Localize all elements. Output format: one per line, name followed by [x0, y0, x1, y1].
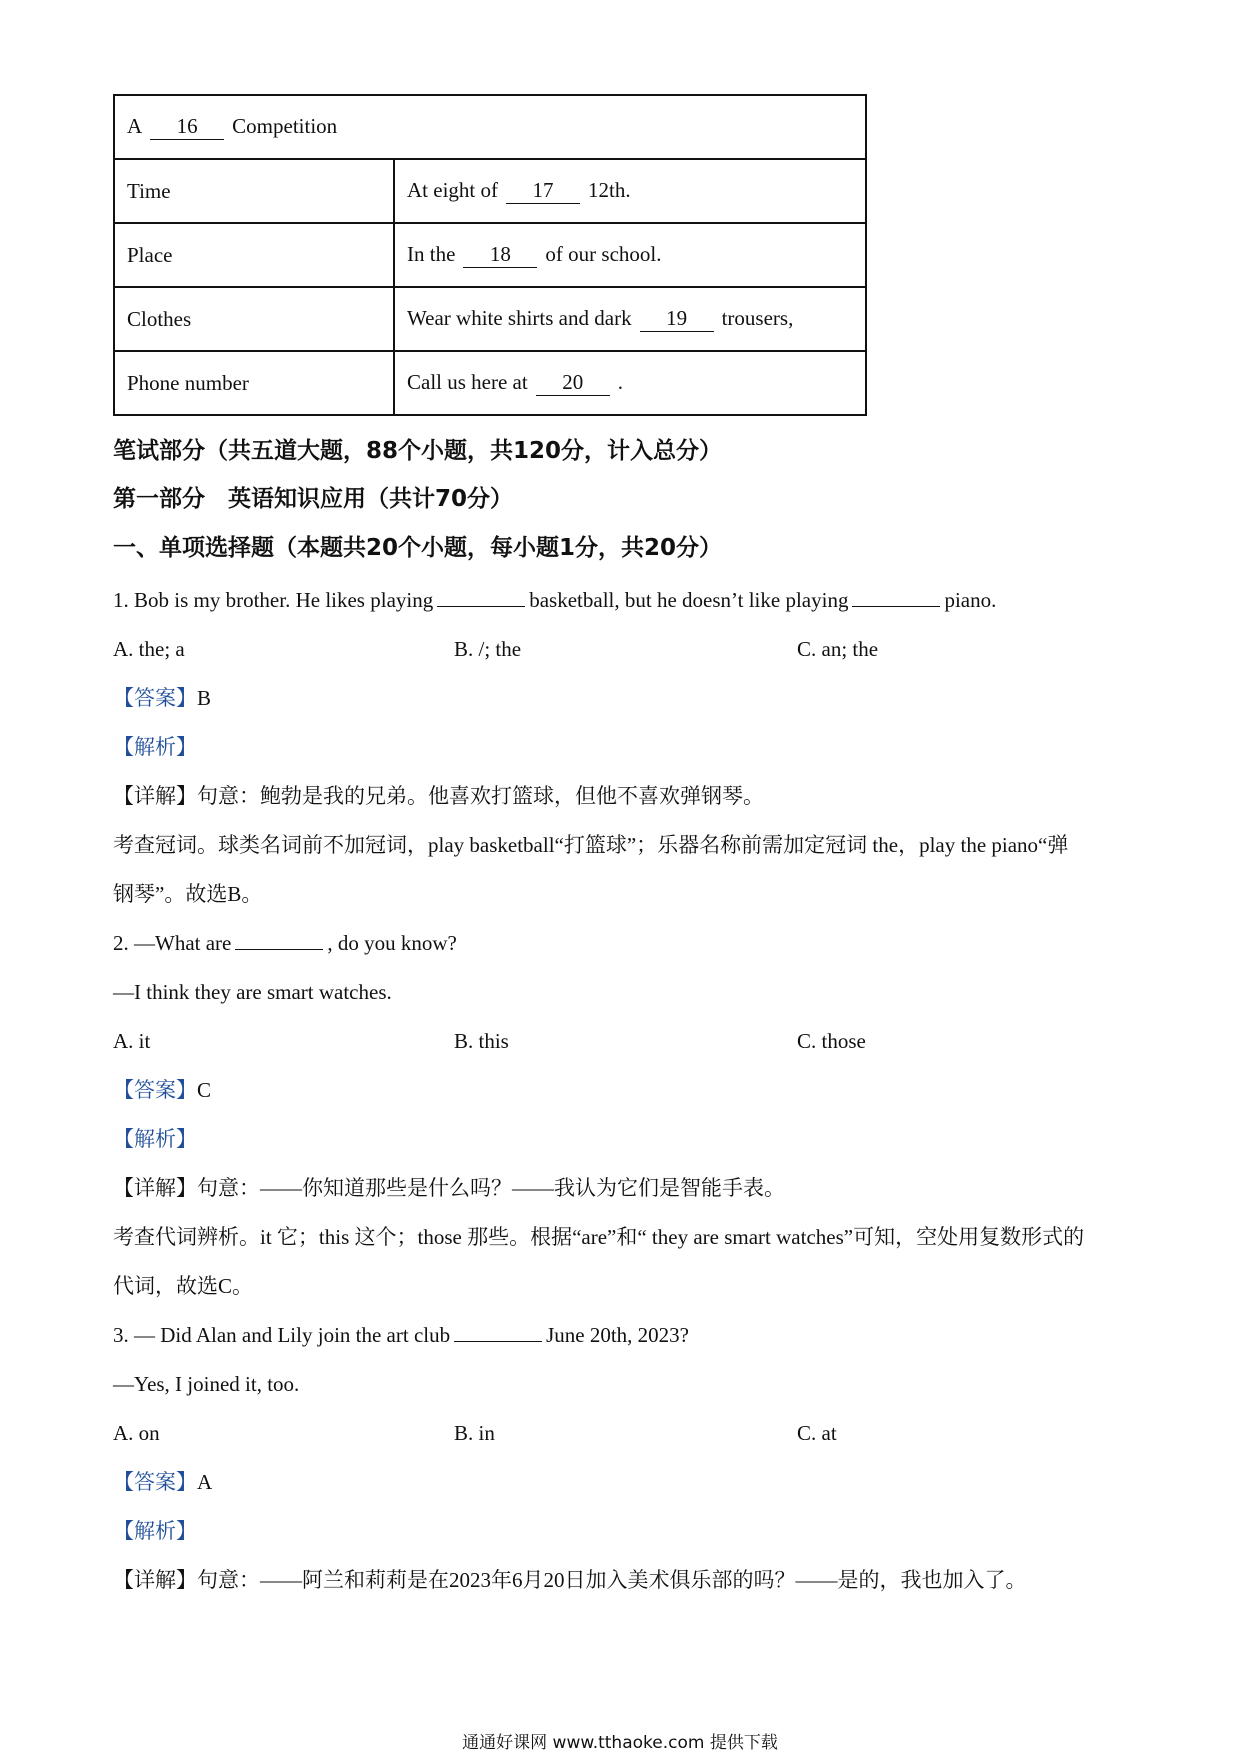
question-2-dialog-reply: —I think they are smart watches. [113, 980, 392, 1004]
table-title-prefix: A [127, 114, 143, 139]
question-2-explain-line-2: 代词，故选C。 [113, 1274, 254, 1298]
answer-tag: 【答案】 [113, 1470, 197, 1494]
row-value-phone [394, 351, 866, 415]
question-2-option-a: A. it [113, 1029, 151, 1053]
answer-value: B [197, 686, 212, 710]
question-3-dialog-reply: —Yes, I joined it, too. [113, 1372, 300, 1396]
row-label-time: Time [114, 159, 394, 223]
detail-tag: 【详解】 [113, 1568, 197, 1592]
question-1-option-c: C. an; the [797, 637, 879, 661]
row-label-place: Place [114, 223, 394, 287]
table-row [114, 159, 866, 223]
answer-blank [235, 931, 323, 950]
question-3-option-a: A. on [113, 1421, 160, 1445]
question-3-answer [113, 1470, 212, 1495]
detail-tag: 【详解】 [113, 1176, 197, 1200]
row-blank: 17 [506, 179, 580, 203]
table-title-suffix: Competition [232, 114, 338, 139]
question-1-option-b: B. /; the [454, 637, 522, 661]
stem-text: basketball, but he doesn’t like playing [529, 588, 849, 612]
answer-tag: 【答案】 [113, 686, 197, 710]
answer-blank [852, 588, 940, 607]
stem-text: 1. Bob is my brother. He likes playing [113, 588, 434, 612]
stem-text: 2. —What are [113, 931, 232, 955]
answer-value: C [197, 1078, 212, 1102]
question-1-answer [113, 686, 211, 711]
competition-notice-table [113, 94, 867, 416]
row-text: Wear white shirts and dark [407, 306, 632, 331]
question-3-option-c: C. at [797, 1421, 837, 1445]
question-2-answer [113, 1078, 211, 1103]
row-text: At eight of [407, 178, 498, 203]
page-footer: 通通好课网 www.tthaoke.com 提供下载 [462, 1733, 778, 1753]
stem-text: 3. — Did Alan and Lily join the art club [113, 1323, 451, 1347]
row-value-clothes [394, 287, 866, 351]
row-text: 12th. [587, 178, 631, 203]
row-text: trousers, [721, 306, 794, 331]
question-1-analysis [113, 735, 197, 760]
question-2-stem [113, 931, 457, 956]
row-label-phone: Phone number [114, 351, 394, 415]
analysis-tag: 【解析】 [113, 1127, 197, 1151]
detail-tag: 【详解】 [113, 784, 197, 808]
row-blank: 20 [536, 371, 610, 395]
question-3-option-b: B. in [454, 1421, 495, 1445]
answer-tag: 【答案】 [113, 1078, 197, 1102]
row-text: of our school. [545, 242, 662, 267]
analysis-tag: 【解析】 [113, 1519, 197, 1543]
table-title-row [114, 95, 866, 159]
answer-value: A [197, 1470, 213, 1494]
question-2-detail [113, 1176, 785, 1201]
detail-text: 句意：——你知道那些是什么吗？——我认为它们是智能手表。 [197, 1176, 785, 1200]
heading-part-one: 第一部分 英语知识应用（共计70分） [113, 486, 514, 512]
row-text: . [617, 370, 623, 395]
table-row [114, 351, 866, 415]
question-3-analysis [113, 1519, 197, 1544]
heading-section-one: 一、单项选择题（本题共20个小题，每小题1分，共20分） [113, 535, 723, 561]
question-2-explain-line-1: 考查代词辨析。it 它；this 这个；those 那些。根据“are”和“ they are smart watches”可知，空处用复数形式的 [113, 1225, 1085, 1249]
question-2-option-b: B. this [454, 1029, 509, 1053]
row-blank: 18 [463, 243, 537, 267]
row-label-clothes: Clothes [114, 287, 394, 351]
question-3-stem [113, 1323, 689, 1348]
stem-text: , do you know? [327, 931, 457, 955]
row-value-place [394, 223, 866, 287]
question-3-detail [113, 1568, 1027, 1593]
stem-text: June 20th, 2023? [546, 1323, 690, 1347]
row-text: Call us here at [407, 370, 528, 395]
detail-text: 句意：鲍勃是我的兄弟。他喜欢打篮球，但他不喜欢弹钢琴。 [197, 784, 764, 808]
question-2-analysis [113, 1127, 197, 1152]
heading-written-part: 笔试部分（共五道大题，88个小题，共120分，计入总分） [113, 438, 723, 464]
answer-blank [454, 1323, 542, 1342]
question-1-stem [113, 588, 996, 613]
table-row [114, 223, 866, 287]
answer-blank [437, 588, 525, 607]
question-1-option-a: A. the; a [113, 637, 185, 661]
table-title-blank: 16 [150, 115, 224, 139]
question-1-detail [113, 784, 764, 809]
row-blank: 19 [640, 307, 714, 331]
analysis-tag: 【解析】 [113, 735, 197, 759]
stem-text: piano. [944, 588, 997, 612]
table-title-cell [114, 95, 866, 159]
question-2-option-c: C. those [797, 1029, 866, 1053]
row-value-time [394, 159, 866, 223]
question-1-explain-line-1: 考查冠词。球类名词前不加冠词，play basketball“打篮球”；乐器名称前需加定冠词 the，play the piano“弹 [113, 833, 1069, 857]
question-1-explain-line-2: 钢琴”。故选B。 [113, 882, 263, 906]
row-text: In the [407, 242, 456, 267]
table-row [114, 287, 866, 351]
detail-text: 句意：——阿兰和莉莉是在2023年6月20日加入美术俱乐部的吗？——是的，我也加入了。 [197, 1568, 1027, 1592]
